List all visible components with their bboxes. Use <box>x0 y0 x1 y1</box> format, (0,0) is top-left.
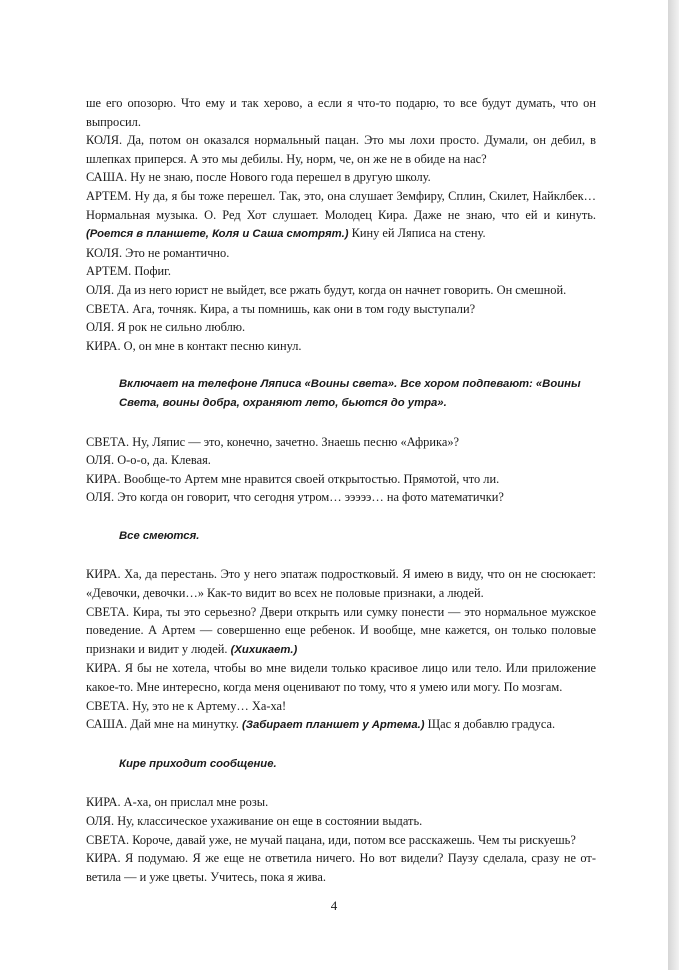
dialogue-line: КИРА. Ха, да перестань. Это у него эпатаж подростковый. Я имею в виду, что он не сюсюкает: «Девочки, девочки…» Как-то видит во всех не половые признаки, а людей. <box>86 567 596 601</box>
dialogue-line: СВЕТА. Ну, это не к Артему… Ха-ха! <box>86 698 287 713</box>
dialogue-line: ОЛЯ. Ну, классическое ухаживание он еще в состоянии выдать. <box>86 814 423 828</box>
dialogue-line: КИРА. Я подумаю. Я же еще не ответила ничего. Но вот видели? Паузу сделала, сразу не ответила — и уже цветы. Учитесь, пока я жива. <box>86 851 596 884</box>
page-edge-shadow <box>668 0 679 970</box>
dialogue-line: КОЛЯ. Да, потом он оказался нормальный пацан. Это мы лохи просто. Думали, он дебил, в шлепках приперся. А это мы дебилы. Ну, норм, че, он же не в обиде на нас? <box>86 133 596 166</box>
dialogue-line: КИРА. О, он мне в контакт песню кинул. <box>86 338 302 353</box>
dialogue-text: Щас я добавлю градуса. <box>424 717 556 732</box>
dialogue-line: СВЕТА. Ну, Ляпис — это, конечно, зачетно. Знаешь песню «Африка»? <box>86 434 460 449</box>
dialogue-line <box>86 715 596 735</box>
dialogue-line: КИРА. Вообще-то Артем мне нравится своей открытостью. Прямотой, что ли. <box>86 471 500 486</box>
dialogue-text: АРТЕМ. Ну да, я бы тоже перешел. Так, это, она слушает Земфиру, Сплин, Скилет, Найклбек… Нормальная музыка. О. Ред Хот слушает. Молодец Кира. Даже не знаю, что ей и кинуть. <box>86 188 596 222</box>
dialogue-text: СВЕТА. Кира, ты это серьезно? Двери открыть или сумку понести — это нормальное мужское поведение. А Артем — совершенно еще ребенок. И вообще, мне кажется, он только половые признаки и видит у людей. <box>86 604 596 656</box>
dialogue-line: ОЛЯ. Это когда он говорит, что сегодня утром… эээээ… на фото математички? <box>86 490 504 505</box>
dialogue-line: АРТЕМ. Пофиг. <box>86 264 171 279</box>
dialogue-line <box>86 187 596 244</box>
dialogue-text: Кину ей Ляписа на стену. <box>348 226 486 241</box>
stage-remark: (Забирает планшет у Артема.) <box>241 719 425 732</box>
dialogue-line: ОЛЯ. Да из него юрист не выйдет, все ржать будут, когда он начнет говорить. Он смешной. <box>86 282 567 297</box>
stage-direction: Все смеются. <box>119 529 200 542</box>
dialogue-line <box>86 603 596 660</box>
dialogue-line: СВЕТА. Ага, точняк. Кира, а ты помнишь, как они в том году выступали? <box>86 301 476 316</box>
dialogue-text: САША. Дай мне на минутку. <box>86 717 242 732</box>
stage-direction: Кире приходит сообщение. <box>119 757 277 770</box>
stage-remark: (Хихикает.) <box>230 643 298 656</box>
play-text <box>86 94 596 886</box>
dialogue-line: КОЛЯ. Это не романтично. <box>86 245 230 260</box>
dialogue-line: САША. Ну не знаю, после Нового года перешел в другую школу. <box>86 170 431 185</box>
page-number: 4 <box>330 898 338 913</box>
dialogue-line: СВЕТА. Короче, давай уже, не мучай пацана, иди, потом все расскажешь. Чем ты рискуешь? <box>86 832 576 847</box>
stage-direction: Включает на телефоне Ляписа «Воины света». Все хором подпевают: «Воины Света, воины добра, охраняют лето, бьются до утра». <box>119 378 581 409</box>
dialogue-line: ОЛЯ. Я рок не сильно люблю. <box>86 320 246 335</box>
dialogue-line: КИРА. Я бы не хотела, чтобы во мне видели только красивое лицо или тело. Или приложение какое-то. Мне интересно, когда меня оценивают по тому, что я умею или могу. По мозгам. <box>86 661 596 695</box>
stage-remark: (Роется в планшете, Коля и Саша смотрят.) <box>86 228 349 241</box>
dialogue-line: ОЛЯ. О-о-о, да. Клевая. <box>86 453 211 468</box>
dialogue-line: КИРА. А-ха, он прислал мне розы. <box>86 795 269 810</box>
dialogue-line: ше его опозорю. Что ему и так херово, а если я что-то подарю, то все будут думать, что он выпросил. <box>86 96 596 129</box>
